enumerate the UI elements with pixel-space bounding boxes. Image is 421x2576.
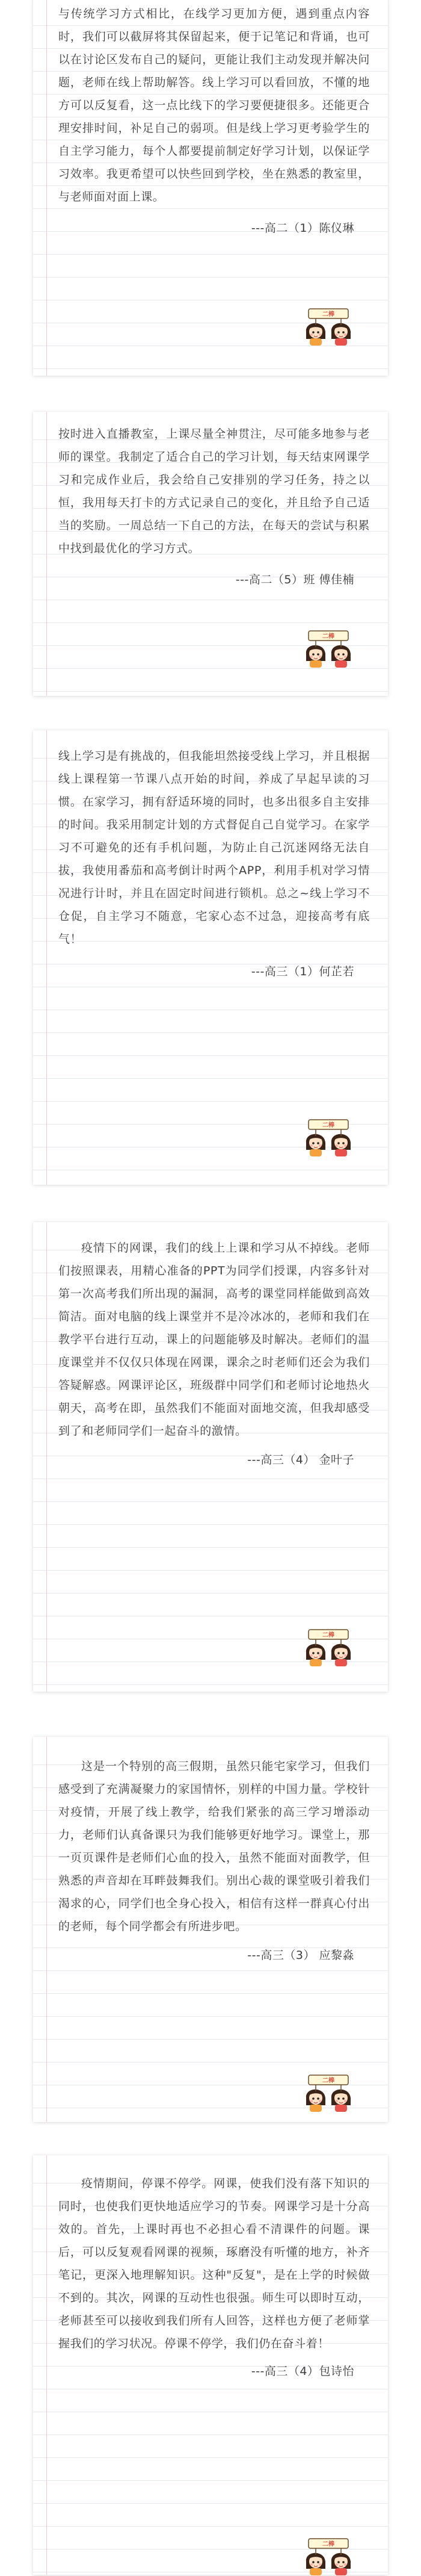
two-girls-sticker <box>303 1628 354 1667</box>
testimonial-card <box>33 1222 388 1692</box>
two-girls-sticker <box>303 2074 354 2112</box>
testimonial-card <box>33 0 388 376</box>
card-signature: ---高二（1）陈仪琳 <box>251 222 354 235</box>
two-girls-sticker <box>303 1119 354 1157</box>
card-paragraph: 疫情期间，停课不停学。网课，使我们没有落下知识的同时，也使我们更快地适应学习的节奏。网课学习是十分高效的。首先，上课时再也不必担心看不清课件的问题。课后，可以反复观看网课的视频，琢磨没有听懂的地方，补齐笔记，更深入地理解知识。这种"反复"，是在上学的时候做不到的。其次，网课的互动性也很强。师生可以即时互动，老师甚至可以接收到我们所有人回答，这样也方便了老师掌握我们的学习状况。停课不停学，我们仍在奋斗着！ <box>58 2177 370 2350</box>
card-paragraph: 这是一个特别的高三假期，虽然只能宅家学习，但我们感受到了充满凝聚力的家国情怀，别样的中国力量。学校针对疫情，开展了线上教学，给我们紧张的高三学习增添动力，老师们认真备课只为我们能够更好地学习。课堂上，那一页页课件是老师们心血的投入，虽然不能面对面教学，但熟悉的声音却在耳畔鼓舞我们。别出心裁的课堂吸引着我们渴求的心，同学们也全身心投入，相信有这样一群真心付出的老师，每个同学都会有所进步吧。 <box>58 1760 370 1933</box>
card-signature: ---高三（1）何芷若 <box>251 965 354 978</box>
card-paragraph: 按时进入直播教室，上课尽量全神贯注，尽可能多地参与老师的课堂。我制定了适合自己的学习计划，每天结束网课学习和完成作业后，我会给自己安排别的学习任务，持之以恒，我用每天打卡的方式记录自己的变化，并且给予自己适当的奖励。一周总结一下自己的方法，在每天的尝试与积累中找到最优化的学习方式。 <box>58 427 370 555</box>
testimonial-card <box>33 1737 388 2122</box>
svg-text:二棒: 二棒 <box>322 1122 334 1129</box>
testimonial-card <box>33 412 388 696</box>
card-signature: ---高三（4） 金叶子 <box>247 1453 354 1466</box>
svg-text:二棒: 二棒 <box>322 311 334 318</box>
svg-text:二棒: 二棒 <box>322 2078 334 2084</box>
svg-text:二棒: 二棒 <box>322 633 334 640</box>
card-signature: ---高三（3） 应黎淼 <box>247 1949 354 1962</box>
testimonial-card <box>33 2155 388 2575</box>
card-signature: ---高三（4）包诗怡 <box>251 2365 354 2378</box>
two-girls-sticker <box>303 308 354 346</box>
two-girls-sticker <box>303 630 354 668</box>
testimonial-card <box>33 730 388 1185</box>
svg-text:二棒: 二棒 <box>322 2541 334 2548</box>
two-girls-sticker <box>303 2537 354 2576</box>
card-paragraph: 与传统学习方式相比，在线学习更加方便，遇到重点内容时，我们可以截屏将其保留起来，便于记笔记和背诵，也可以在讨论区发布自己的疑问，更能让我们主动发现并解决问题，老师在线上帮助解答。线上学习可以看回放，不懂的地方可以反复看，这一点比线下的学习要便捷很多。还能更合理安排时间，补足自己的弱项。但是线上学习更考验学生的自主学习能力，每个人都要提前制定好学习计划，以保证学习效率。我更希望可以快些回到学校，坐在熟悉的教室里，与老师面对面上课。 <box>58 7 370 203</box>
card-paragraph: 线上学习是有挑战的，但我能坦然接受线上学习，并且根据线上课程第一节课八点开始的时间，养成了早起早读的习惯。在家学习，拥有舒适环境的同时，也多出很多自主安排的时间。我采用制定计划的方式督促自己自觉学习。在家学习不可避免的还有手机问题，为防止自己沉迷网络无法自拔，我使用番茄和高考倒计时两个APP，利用手机对学习情况进行计时，并且在固定时间进行锁机。总之~线上学习不仓促，自主学习不随意，宅家心态不过急，迎接高考有底气！ <box>58 750 370 946</box>
card-signature: ---高二（5）班 傅佳楠 <box>235 573 354 586</box>
svg-text:二棒: 二棒 <box>322 1632 334 1639</box>
card-paragraph: 疫情下的网课，我们的线上上课和学习从不掉线。老师们按照课表，用精心准备的PPT为同学们授课，内容多针对第一次高考我们所出现的漏洞，高考的课堂同样能做到高效简洁。面对电脑的线上课堂并不是冷冰冰的，老师和我们在教学平台进行互动，课上的问题能够及时解决。老师们的温度课堂并不仅仅只体现在网课，课余之时老师们还会为我们答疑解惑。网课评论区，班级群中同学们和老师讨论地热火朝天，高考在即，虽然我们不能面对面地交流，但我却感受到了和老师同学们一起奋斗的激情。 <box>58 1241 370 1438</box>
